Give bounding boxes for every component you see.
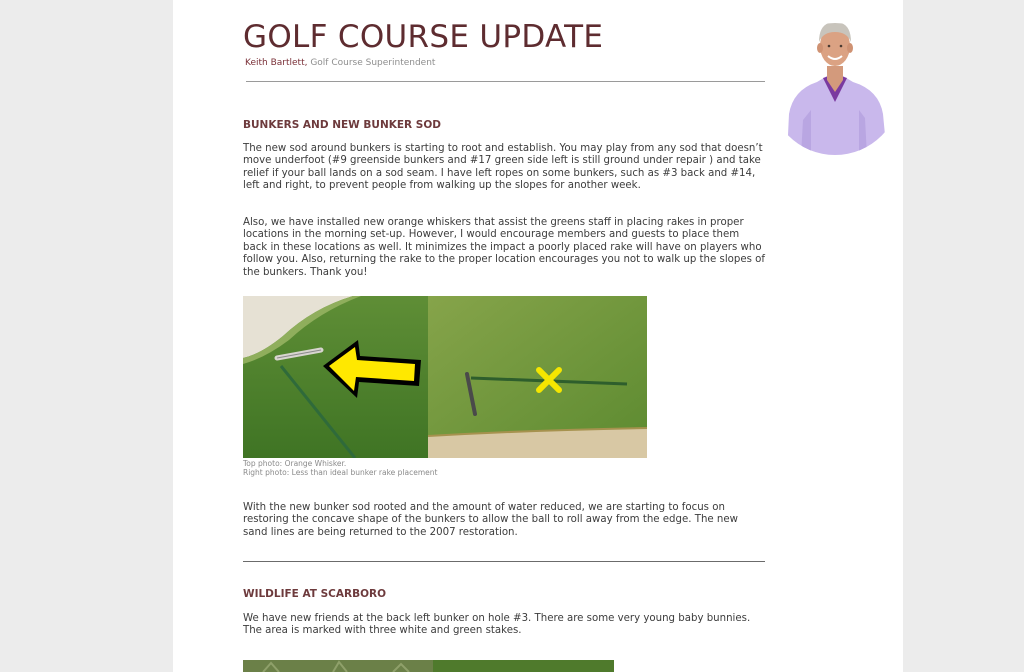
rake-placement-photo xyxy=(428,296,647,458)
caption-line-2: Right photo: Less than ideal bunker rake placement xyxy=(243,468,438,477)
wildlife-photo xyxy=(243,660,614,672)
photo-caption xyxy=(243,459,437,477)
newsletter-page xyxy=(173,0,903,672)
paragraph-bunker-sod: The new sod around bunkers is starting to root and establish. You may play from any sod that doesn’t move underfoot (#9 greenside bunkers and #17 green side left is still ground under repair ) and take relief if your ball lands on a sod seam. I have left ropes on some bunkers, such as #3 back and #14, left and right, to prevent people from walking up the slopes for another week. xyxy=(243,143,763,192)
caption-line-1: Top photo: Orange Whisker. xyxy=(243,459,347,468)
author-photo xyxy=(781,10,889,156)
author-name: Keith Bartlett, xyxy=(245,58,308,68)
rake-photos xyxy=(243,296,647,458)
author-role: Golf Course Superintendent xyxy=(307,58,436,68)
paragraph-wildlife: We have new friends at the back left bunker on hole #3. There are some very young baby bunnies. The area is marked with three white and green stakes. xyxy=(243,613,751,637)
byline xyxy=(245,58,435,68)
paragraph-orange-whiskers: Also, we have installed new orange whiskers that assist the greens staff in placing rakes in proper locations in the morning set-up. However, I would encourage members and guests to place them back in these locations as well. It minimizes the impact a poorly placed rake will have on players who follow you. Also, returning the rake to the proper location encourages you not to walk up the slopes of the bunkers. Thank you! xyxy=(243,217,765,278)
paragraph-bunker-shape: With the new bunker sod rooted and the amount of water reduced, we are starting to focus on restoring the concave shape of the bunkers to allow the ball to roll away from the edge. The new sand lines are being returned to the 2007 restoration. xyxy=(243,502,738,538)
orange-whisker-photo xyxy=(243,296,428,458)
section-divider xyxy=(243,561,765,562)
page-title: GOLF COURSE UPDATE xyxy=(243,19,604,55)
section-heading-wildlife: WILDLIFE AT SCARBORO xyxy=(243,588,387,600)
header-divider xyxy=(246,81,765,82)
section-heading-bunkers: BUNKERS AND NEW BUNKER SOD xyxy=(243,119,441,131)
